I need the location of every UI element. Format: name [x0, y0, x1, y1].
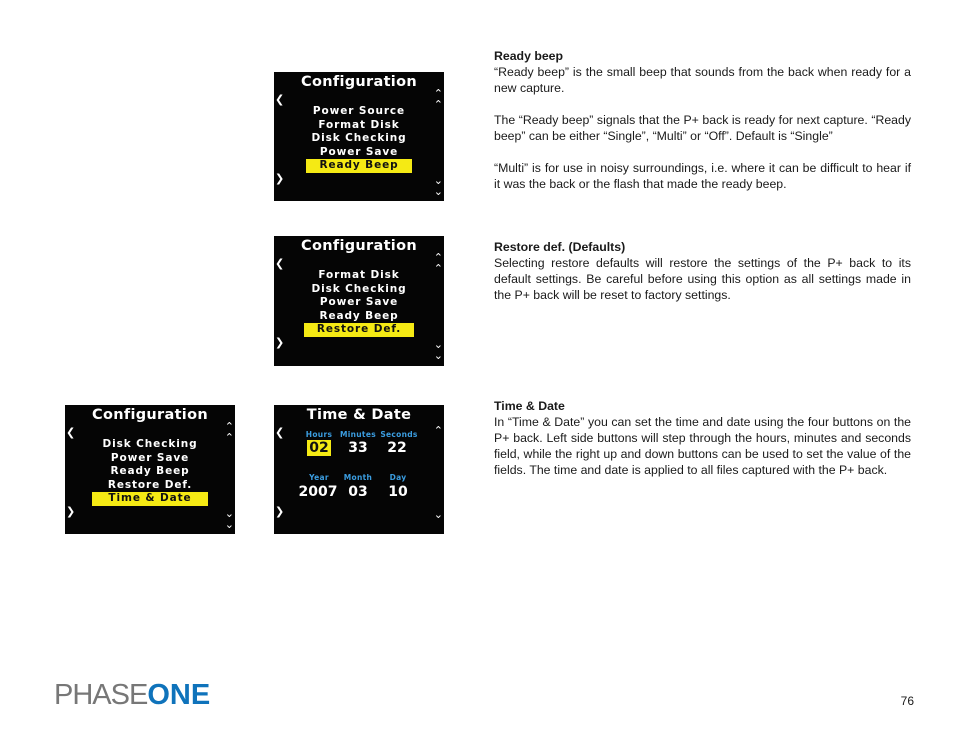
day-value: 10	[388, 484, 408, 500]
menu-item: Power Save	[110, 451, 190, 464]
menu-item: Power Save	[319, 296, 399, 308]
menu-item: Ready Beep	[319, 309, 399, 322]
section-heading: Ready beep	[494, 49, 564, 63]
year-label: Year	[309, 473, 329, 482]
double-chevron-up-icon: ⌃ ⌃	[224, 420, 234, 444]
menu-item: Restore Def.	[107, 478, 193, 491]
chevron-right-icon: ❯	[275, 336, 285, 349]
chevron-left-icon: ❮	[275, 93, 285, 106]
month-value: 03	[348, 484, 368, 500]
paragraph: “Multi” is for use in noisy surroundings, i.e. where it can be difficult to hear if it was the back or the flash that made the ready beep.	[494, 161, 911, 191]
paragraph: Selecting restore defaults will restore the settings of the P+ back to its default settings. Be careful before using this option as all settings made in the P+ back will be reset to factory settings.	[494, 256, 911, 302]
menu-item: Power Save	[319, 145, 399, 158]
lcd-screen-time-date-menu	[65, 405, 235, 534]
menu-item: Format Disk	[318, 269, 400, 281]
phase-one-logo: PHASEONE	[54, 679, 211, 711]
section-restore-def	[494, 239, 911, 319]
menu-item: Format Disk	[318, 118, 400, 131]
menu-item-selected: Time & Date	[65, 492, 235, 506]
chevron-right-icon: ❯	[275, 172, 285, 185]
double-chevron-up-icon: ⌃ ⌃	[433, 87, 443, 111]
section-heading: Restore def. (Defaults)	[494, 240, 626, 254]
double-chevron-down-icon: ⌄ ⌄	[433, 174, 443, 198]
menu-item: Disk Checking	[102, 438, 198, 450]
month-label: Month	[343, 473, 373, 482]
minutes-label: Minutes	[340, 430, 376, 439]
menu-item-selected: Ready Beep	[274, 159, 444, 173]
lcd-screen-restore-def	[274, 236, 444, 366]
paragraph: “Ready beep” is the small beep that sounds from the back when ready for a new capture.	[494, 65, 911, 95]
seconds-label: Seconds	[380, 430, 418, 439]
page-number: 76	[900, 694, 914, 708]
chevron-left-icon: ❮	[66, 426, 76, 439]
screen-title: Time & Date	[306, 407, 412, 423]
chevron-right-icon: ❯	[275, 505, 285, 518]
menu-item: Ready Beep	[110, 465, 190, 477]
paragraph: The “Ready beep” signals that the P+ back is ready for next capture. “Ready beep” can be either “Single”, “Multi” or “Off”. Default is “Single”	[494, 113, 911, 143]
chevron-left-icon: ❮	[275, 257, 285, 270]
chevron-left-icon: ❮	[275, 426, 285, 439]
menu-item-selected: Restore Def.	[274, 323, 444, 337]
year-value: 2007	[298, 484, 338, 500]
menu-item: Disk Checking	[311, 132, 407, 144]
lcd-screen-ready-beep	[274, 72, 444, 201]
chevron-right-icon: ❯	[66, 505, 76, 518]
day-label: Day	[389, 473, 407, 482]
double-chevron-down-icon: ⌄ ⌄	[433, 338, 443, 362]
section-ready-beep	[494, 48, 911, 208]
menu-item: Power Source	[312, 105, 406, 117]
screen-title: Configuration	[301, 238, 417, 254]
section-time-date	[494, 398, 911, 494]
minutes-value: 33	[348, 440, 368, 456]
paragraph: In “Time & Date” you can set the time and date using the four buttons on the P+ back. Left side buttons will step through the hours, minutes and seconds field, while the right up and down buttons can be used to set the value of the fields. The time and date is applied to all files captured with the P+ back.	[494, 415, 911, 477]
screen-title: Configuration	[301, 74, 417, 90]
section-heading: Time & Date	[494, 399, 565, 413]
hours-label: Hours	[305, 430, 333, 439]
seconds-value: 22	[387, 440, 407, 456]
menu-item: Disk Checking	[311, 282, 407, 295]
screen-title: Configuration	[92, 407, 208, 423]
chevron-up-icon: ⌃	[433, 424, 443, 437]
hours-value: 02	[309, 440, 329, 456]
double-chevron-up-icon: ⌃ ⌃	[433, 251, 443, 275]
chevron-down-icon: ⌄	[433, 508, 443, 521]
double-chevron-down-icon: ⌄ ⌄	[224, 507, 234, 531]
lcd-screen-time-date	[274, 405, 444, 534]
